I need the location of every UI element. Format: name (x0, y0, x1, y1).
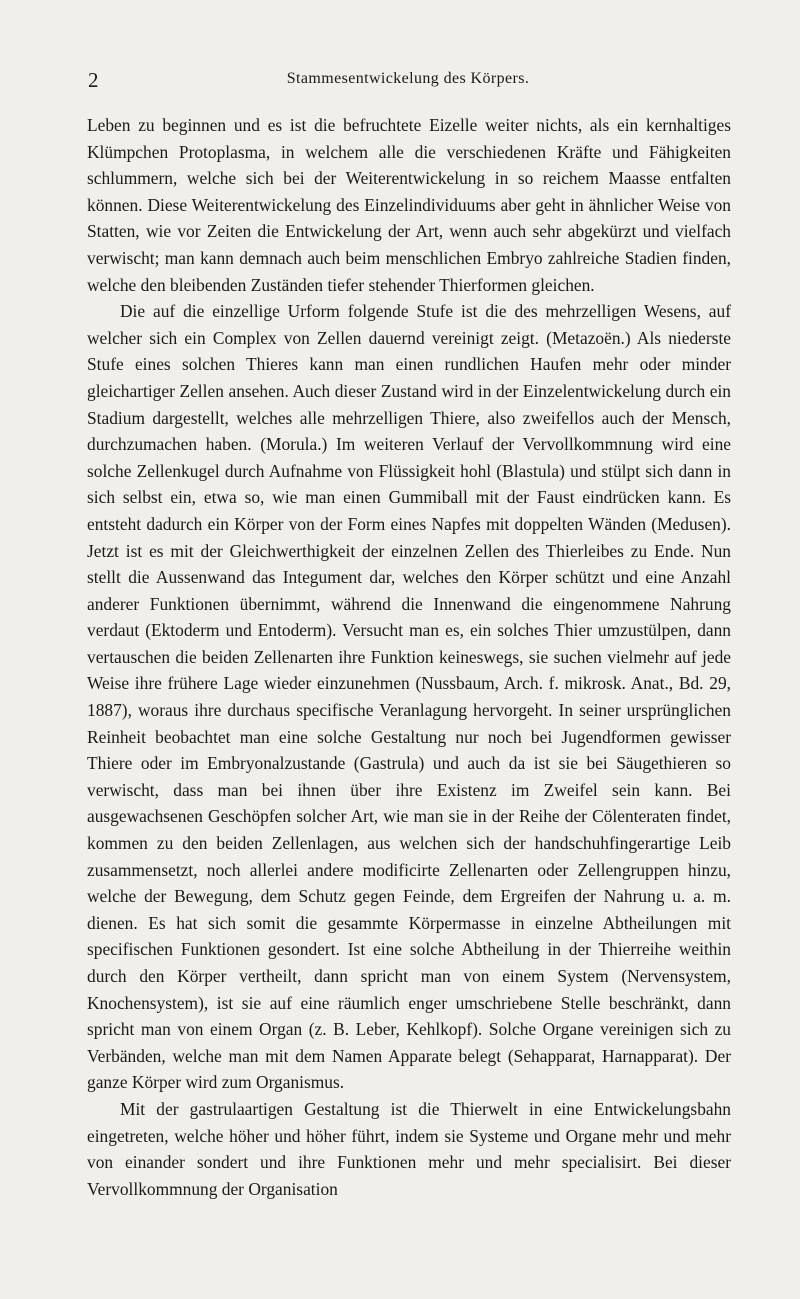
running-head: Stammesentwickelung des Körpers. (286, 70, 530, 87)
body-text (87, 112, 731, 1202)
paragraph-3: Mit der gastrulaartigen Gestaltung ist die Thierwelt in eine Entwickelungsbahn eingetreten, welche höher und höher führt, indem sie Systeme und Organe mehr und mehr von einander sondert und ihre Funktionen mehr und mehr specialisirt. Bei dieser Vervollkommnung der Organisation (87, 1098, 731, 1199)
paragraph-2: Die auf die einzellige Urform folgende Stufe ist die des mehrzelligen Wesens, auf welcher sich ein Complex von Zellen dauernd vereinigt zeigt. (Metazoën.) Als niederste Stufe eines solchen Thieres kann man einen rundlichen Haufen mehr oder minder gleichartiger Zellen ansehen. Auch dieser Zustand wird in der Einzelentwickelung durch ein Stadium dargestellt, welches alle mehrzelligen Thiere, also zweifellos auch der Mensch, durchzumachen haben. (Morula.) Im weiteren Verlauf der Vervollkommnung wird eine solche Zellenkugel durch Aufnahme von Flüssigkeit hohl (Blastula) und stülpt sich dann in sich selbst ein, etwa so, wie man einen Gummiball mit der Faust eindrücken kann. Es entsteht dadurch ein Körper von der Form eines Napfes mit doppelten Wänden (Medusen). Jetzt ist es mit der Gleichwerthigkeit der einzelnen Zellen des Thierleibes zu Ende. Nun stellt die Aussenwand das Integument dar, welches den Körper schützt und eine Anzahl anderer Funktionen übernimmt, während die Innenwand die eingenommene Nahrung verdaut (Ektoderm und Entoderm). Versucht man es, ein solches Thier umzustülpen, dann vertauschen die beiden Zellenarten ihre Funktion keineswegs, sie suchen vielmehr auf jede Weise ihre frühere Lage wieder einzunehmen (Nussbaum, Arch. f. mikrosk. Anat., Bd. 29, 1887), woraus ihre durchaus specifische Veranlagung hervorgeht. In seiner ursprünglichen Reinheit beobachtet man eine solche Gestaltung nur noch bei Jugendformen gewisser Thiere oder im Embryonalzustande (Gastrula) und auch da ist sie bei Säugethieren so verwischt, dass man bei ihnen über ihre Existenz im Zweifel sein kann. Bei ausgewachsenen Geschöpfen solcher Art, wie man sie in der Reihe der Cölenteraten findet, kommen zu den beiden Zellenlagen, aus welchen sich der handschuhfingerartige Leib zusammensetzt, noch allerlei andere modificirte Zellenarten oder Zellengruppen hinzu, welche der Bewegung, dem Schutz gegen Feinde, dem Ergreifen der Nahrung u. a. m. dienen. Es hat sich somit die gesammte Körpermasse in einzelne Abtheilungen mit specifischen Funktionen gesondert. Ist eine solche Abtheilung in der Thierreihe weithin durch den Körper vertheilt, dann spricht man von einem System (Nervensystem, Knochensystem), ist sie auf eine räumlich enger umschriebene Stelle beschränkt, dann spricht man von einem Organ (z. B. Leber, Kehlkopf). Solche Organe vereinigen sich zu Verbänden, welche man mit dem Namen Apparate belegt (Sehapparat, Harnapparat). Der ganze Körper wird zum Organismus. (87, 301, 731, 1093)
paragraph-1: Leben zu beginnen und es ist die befruchtete Eizelle weiter nichts, als ein kernhaltiges Klümpchen Protoplasma, in welchem alle die verschiedenen Kräfte und Fähigkeiten schlummern, welche sich bei der Weiterentwickelung in so reichem Maasse entfalten können. Diese Weiterentwickelung des Einzelindividuums aber geht in ähnlicher Weise von Statten, wie vor Zeiten die Entwickelung der Art, wenn auch sehr abgekürzt und vielfach verwischt; man kann demnach auch beim menschlichen Embryo zahlreiche Stadien finden, welche den bleibenden Zuständen tiefer stehender Thierformen gleichen. (87, 115, 731, 295)
page-number: 2 (88, 68, 99, 92)
page-header (88, 68, 728, 94)
